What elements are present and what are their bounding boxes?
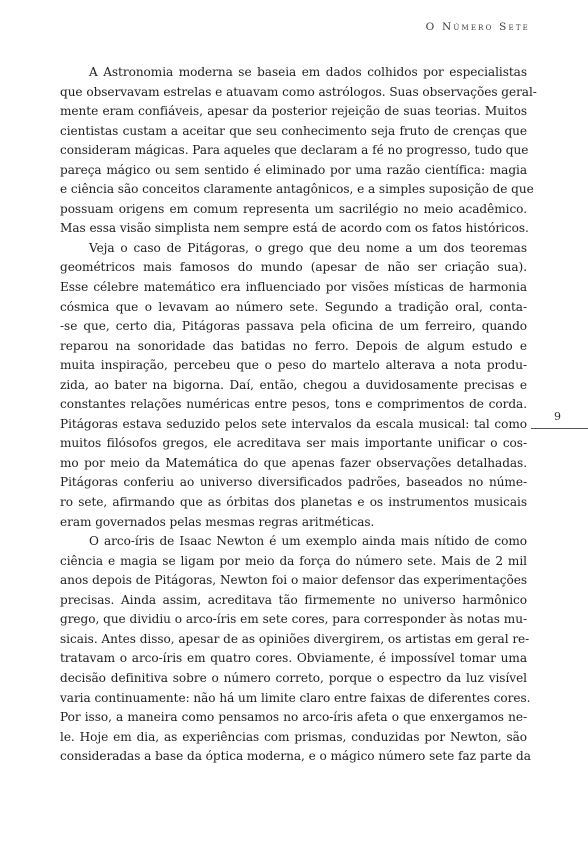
running-header: O Número Sete [425, 21, 530, 33]
text-line: reparou na sonoridade das batidas no ferro. Depois de algum estudo e [60, 338, 527, 353]
text-line: tratavam o arco-íris em quatro cores. Obviamente, é impossível tomar uma [60, 651, 527, 666]
body-text [60, 63, 537, 767]
text-line: geométricos mais famosos do mundo (apesar de não ser criação sua). [60, 260, 527, 275]
text-line: consideram mágicas. Para aqueles que declaram a fé no progresso, tudo que [60, 143, 529, 158]
text-line: sicais. Antes disso, apesar de as opiniões divergirem, os artistas em geral re- [60, 631, 530, 646]
text-line: ciência e magia se ligam por meio da força do número sete. Mais de 2 mil [60, 553, 527, 568]
text-line: e ciência são conceitos claramente antagônicos, e a simples suposição de que [60, 182, 534, 197]
text-line: -se que, certo dia, Pitágoras passava pela oficina de um ferreiro, quando [60, 319, 527, 334]
text-line: muita inspiração, percebeu que o peso do martelo alterava a nota produ- [60, 358, 527, 373]
text-line: grego, que dividiu o arco-íris em sete cores, para corresponder às notas mu- [60, 612, 527, 627]
text-line: cósmica que o levavam ao número sete. Segundo a tradição oral, conta- [60, 299, 527, 314]
text-line: le. Hoje em dia, as experiências com prismas, conduzidas por Newton, são [60, 729, 527, 744]
paragraph-newton [60, 532, 531, 767]
text-line: que observavam estrelas e atuavam como astrólogos. Suas observações geral- [60, 84, 537, 99]
text-line: constantes relações numéricas entre pesos, tons e comprimentos de corda. [60, 397, 527, 412]
text-line: A Astronomia moderna se baseia em dados colhidos por especialistas [89, 65, 527, 79]
text-line: consideradas a base da óptica moderna, e o mágico número sete faz parte da [60, 749, 531, 764]
text-line: eram governados pelas mesmas regras aritméticas. [60, 514, 375, 529]
text-line: Esse célebre matemático era influenciado por visões místicas de harmonia [60, 280, 527, 295]
page-number-rule [531, 428, 588, 429]
text-line: Pitágoras estava seduzido pelos sete intervalos da escala musical: tal como [60, 416, 527, 431]
text-line: mente eram confiáveis, apesar da posterior rejeição de suas teorias. Muitos [60, 104, 527, 119]
text-line: decisão definitiva sobre o número correto, porque o espectro da luz visível [60, 670, 527, 685]
text-line: Pitágoras conferiu ao universo diversificados padrões, baseados no núme- [60, 475, 527, 490]
text-line: precisas. Ainda assim, acreditava tão firmemente no universo harmônico [60, 592, 527, 607]
text-line: anos depois de Pitágoras, Newton foi o maior defensor das experimentações [60, 573, 527, 588]
text-line: ro sete, afirmando que as órbitas dos planetas e os instrumentos musicais [60, 495, 527, 510]
text-line: pareça mágico ou sem sentido é eliminado por uma razão científica: magia [60, 162, 527, 177]
text-line: Mas essa visão simplista nem sempre está de acordo com os fatos históricos. [60, 221, 529, 236]
text-line: mo por meio da Matemática do que apenas fazer observações detalhadas. [60, 455, 527, 470]
text-line: varia continuamente: não há um limite claro entre faixas de diferentes cores. [60, 690, 531, 705]
page-number: 9 [554, 410, 561, 423]
text-line: muitos filósofos gregos, ele acreditava ser mais importante unificar o cos- [60, 436, 527, 451]
paragraph-pythagoras [60, 239, 527, 532]
paragraph-astronomy [60, 63, 537, 239]
text-line: Por isso, a maneira como pensamos no arco-íris afeta o que enxergamos ne- [60, 710, 527, 725]
text-line: cientistas custam a aceitar que seu conhecimento seja fruto de crenças que [60, 123, 527, 138]
text-line: possuam origens em comum representa um sacrilégio no meio acadêmico. [60, 201, 527, 216]
text-line: Veja o caso de Pitágoras, o grego que deu nome a um dos teoremas [89, 240, 527, 255]
text-line: zida, ao bater na bigorna. Daí, então, chegou a duvidosamente precisas e [60, 377, 527, 392]
text-line: O arco-íris de Isaac Newton é um exemplo ainda mais nítido de como [89, 534, 527, 549]
